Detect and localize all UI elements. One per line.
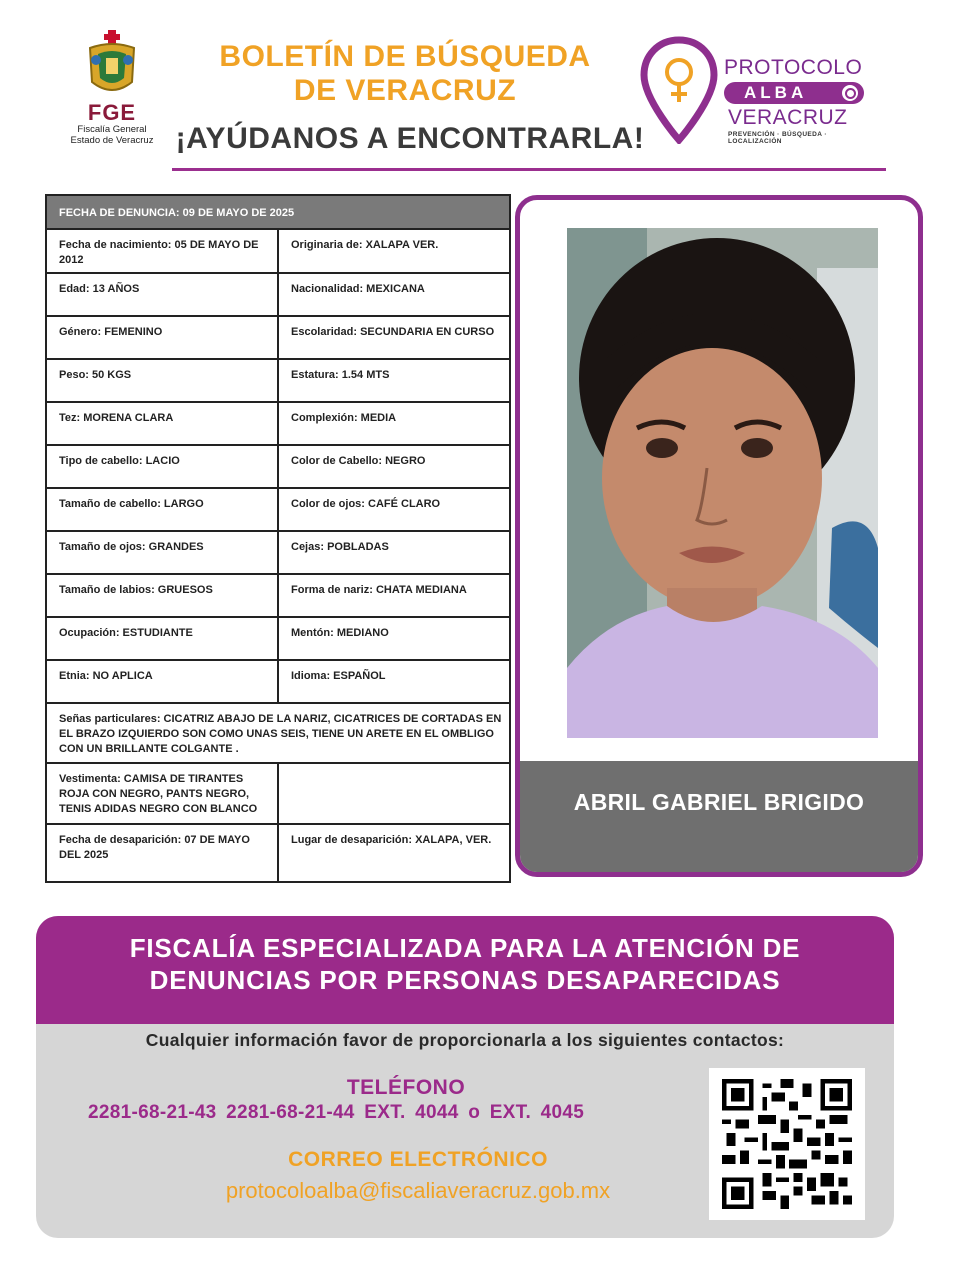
fge-name-line2: Estado de Veracruz — [70, 135, 154, 146]
table-row — [46, 359, 510, 402]
header-divider — [172, 168, 886, 171]
bulletin-title-line2: DE VERACRUZ — [293, 74, 517, 107]
missing-person-photo — [567, 228, 878, 738]
fge-acronym: FGE — [87, 100, 137, 125]
panel-header — [36, 916, 894, 1024]
skin-tone: Tez: MORENA CLARA — [46, 402, 278, 445]
eye-color: Color de ojos: CAFÉ CLARO — [278, 488, 510, 531]
height: Estatura: 1.54 MTS — [278, 359, 510, 402]
alba-veracruz-text: VERACRUZ — [728, 106, 848, 129]
birth-date: Fecha de nacimiento: 05 DE MAYO DE 2012 — [46, 229, 278, 273]
contact-panel — [36, 916, 894, 1238]
clothing: Vestimenta: CAMISA DE TIRANTES ROJA CON NEGRO, PANTS NEGRO, TENIS ADIDAS NEGRO CON BLANCO — [46, 763, 278, 824]
photo-card — [515, 195, 923, 877]
weight: Peso: 50 KGS — [46, 359, 278, 402]
hair-length: Tamaño de cabello: LARGO — [46, 488, 278, 531]
prosecutor-office-line1: FISCALÍA ESPECIALIZADA PARA LA ATENCIÓN DE — [129, 933, 801, 963]
table-row — [46, 574, 510, 617]
schooling: Escolaridad: SECUNDARIA EN CURSO — [278, 316, 510, 359]
veracruz-shield-icon — [82, 30, 142, 100]
table-row — [46, 488, 510, 531]
phone-numbers[interactable]: 2281-68-21-43 2281-68-21-44 EXT. 4044 o EXT. 4045 — [88, 1102, 585, 1123]
fge-name-line1: Fiscalía General — [77, 124, 147, 135]
table-row — [46, 229, 510, 273]
alba-tagline: PREVENCIÓN · BÚSQUEDA · LOCALIZACIÓN — [728, 131, 827, 145]
missing-person-name: ABRIL GABRIEL BRIGIDO — [573, 789, 865, 815]
name-band — [520, 761, 918, 877]
protocolo-alba-logo — [640, 36, 880, 148]
phone-label: TELÉFONO — [346, 1076, 466, 1099]
table-row — [46, 445, 510, 488]
distinguishing-marks: Señas particulares: CICATRIZ ABAJO DE LA NARIZ, CICATRICES DE CORTADAS EN EL BRAZO IZQUIERDO SON COMO UNAS SEIS, TIENE UN ARETE EN EL OMBLIGO CON UN BRILLANTE COLGANTE . — [46, 703, 510, 763]
hair-type: Tipo de cabello: LACIO — [46, 445, 278, 488]
eyebrows: Cejas: POBLADAS — [278, 531, 510, 574]
email-label: CORREO ELECTRÓNICO — [288, 1148, 548, 1171]
fge-logo — [62, 30, 162, 158]
alba-text: ALBA — [744, 83, 808, 102]
table-row — [46, 617, 510, 660]
prosecutor-office-line2: DENUNCIAS POR PERSONAS DESAPARECIDAS — [149, 965, 781, 995]
language: Idioma: ESPAÑOL — [278, 660, 510, 703]
alba-protocolo-text: PROTOCOLO — [724, 56, 863, 79]
email-address[interactable]: protocoloalba@fiscaliaveracruz.gob.mx — [225, 1178, 611, 1203]
help-find-her-heading: ¡AYÚDANOS A ENCONTRARLA! — [175, 122, 645, 155]
nose-shape: Forma de nariz: CHATA MEDIANA — [278, 574, 510, 617]
magnifier-icon — [842, 85, 858, 101]
disappearance-date: Fecha de desaparición: 07 DE MAYO DEL 2025 — [46, 824, 278, 882]
prosecutor-office-title — [36, 932, 894, 996]
person-details-table — [45, 194, 511, 883]
gender: Género: FEMENINO — [46, 316, 278, 359]
table-row — [46, 763, 510, 824]
origin: Originaria de: XALAPA VER. — [278, 229, 510, 273]
qr-code-icon[interactable] — [709, 1068, 865, 1220]
alba-pill — [724, 82, 864, 104]
empty-cell — [278, 763, 510, 824]
hair-color: Color de Cabello: NEGRO — [278, 445, 510, 488]
occupation: Ocupación: ESTUDIANTE — [46, 617, 278, 660]
table-row — [46, 703, 510, 763]
nationality: Nacionalidad: MEXICANA — [278, 273, 510, 316]
table-row — [46, 824, 510, 882]
disappearance-place: Lugar de desaparición: XALAPA, VER. — [278, 824, 510, 882]
bulletin-title — [170, 40, 640, 108]
table-row — [46, 531, 510, 574]
build: Complexión: MEDIA — [278, 402, 510, 445]
eye-size: Tamaño de ojos: GRANDES — [46, 531, 278, 574]
ethnicity: Etnia: NO APLICA — [46, 660, 278, 703]
location-pin-icon — [640, 36, 718, 144]
table-row — [46, 273, 510, 316]
age: Edad: 13 AÑOS — [46, 273, 278, 316]
lip-size: Tamaño de labios: GRUESOS — [46, 574, 278, 617]
bulletin-title-line1: BOLETÍN DE BÚSQUEDA — [219, 40, 591, 73]
table-row — [46, 316, 510, 359]
report-date: FECHA DE DENUNCIA: 09 DE MAYO DE 2025 — [46, 195, 510, 229]
report-date-row — [46, 195, 510, 229]
table-row — [46, 402, 510, 445]
contact-instructions: Cualquier información favor de proporcionarla a los siguientes contactos: — [145, 1030, 785, 1050]
table-row — [46, 660, 510, 703]
chin: Mentón: MEDIANO — [278, 617, 510, 660]
